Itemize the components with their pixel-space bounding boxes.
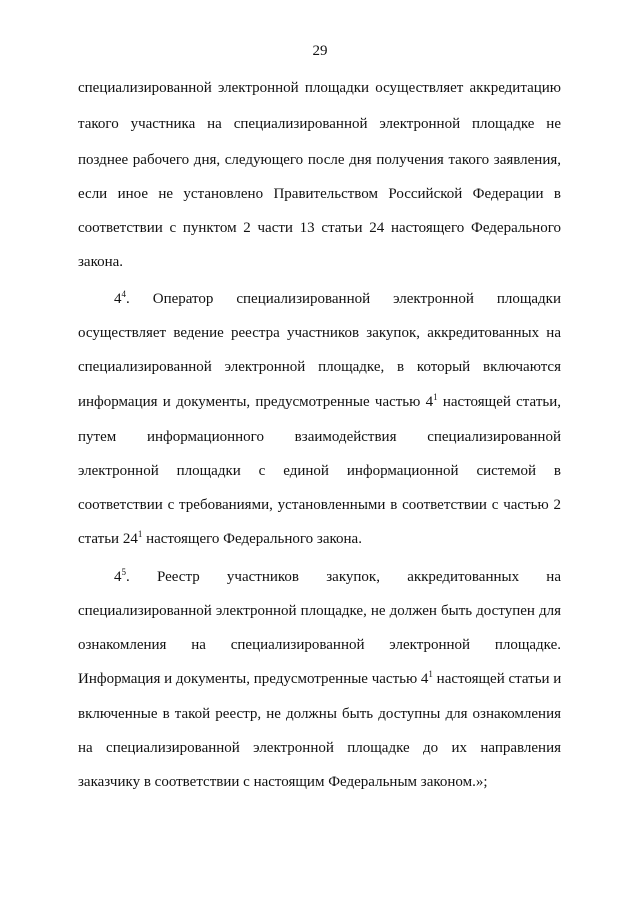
text-line: информация и документы, предусмотренные частью $4^1$ настоящей статьи, <box>78 392 561 410</box>
text-line: такого участника на специализированной электронной площадке не <box>78 116 561 132</box>
page-number: 29 <box>312 43 328 59</box>
text-line: соответствии с требованиями, установленными в соответствии с частью 2 <box>78 497 561 513</box>
text-line: ознакомления на специализированной электронной площадке. <box>78 637 561 653</box>
text-line: если иное не установлено Правительством Российской Федерации в <box>78 186 561 202</box>
text-line: позднее рабочего дня, следующего после дня получения такого заявления, <box>78 152 561 168</box>
paragraph-4-4-first-line: $4^4$. Оператор специализированной электронной площадки <box>114 289 561 307</box>
text-line: путем информационного взаимодействия специализированной <box>78 429 561 445</box>
text-line: осуществляет ведение реестра участников закупок, аккредитованных на <box>78 325 561 341</box>
text-line: заказчику в соответствии с настоящим Федеральным законом.»; <box>78 774 488 790</box>
text-line: специализированной электронной площадке, не должен быть доступен для <box>78 603 561 619</box>
text-line: включенные в такой реестр, не должны быть доступны для ознакомления <box>78 706 561 722</box>
paragraph-4-5-first-line: $4^5$. Реестр участников закупок, аккредитованных на <box>114 567 561 585</box>
text-line: закона. <box>78 254 124 270</box>
text-line: Информация и документы, предусмотренные частью $4^1$ настоящей статьи и <box>78 669 562 687</box>
text-line: специализированной электронной площадке, в который включаются <box>78 359 561 375</box>
text-line: соответствии с пунктом 2 части 13 статьи 24 настоящего Федерального <box>78 220 561 236</box>
text-line: специализированной электронной площадки осуществляет аккредитацию <box>78 80 561 96</box>
text-line: статьи $24^1$ настоящего Федерального закона. <box>78 529 362 547</box>
text-line: электронной площадки с единой информационной системой в <box>78 463 561 479</box>
text-line: на специализированной электронной площадке до их направления <box>78 740 561 756</box>
